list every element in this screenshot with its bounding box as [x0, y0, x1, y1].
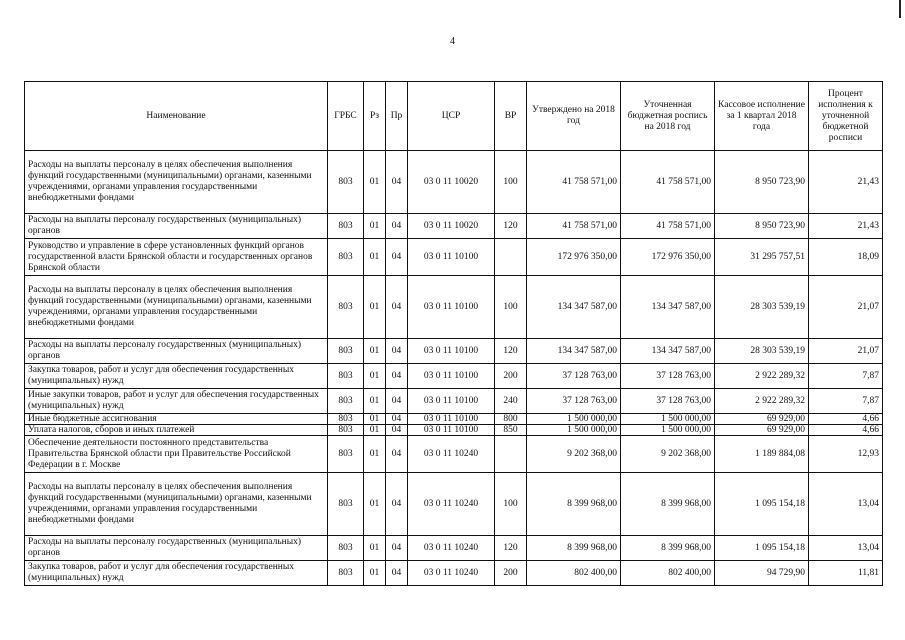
row-approved: 134 347 587,00	[527, 276, 621, 339]
row-vr: 200	[495, 561, 527, 586]
table-row	[25, 214, 883, 239]
table-row	[25, 151, 883, 214]
row-percent: 4,66	[809, 414, 883, 425]
row-approved: 134 347 587,00	[527, 339, 621, 364]
row-pr: 04	[386, 214, 408, 239]
row-pr: 04	[386, 364, 408, 389]
row-refined: 134 347 587,00	[621, 276, 715, 339]
row-refined: 41 758 571,00	[621, 214, 715, 239]
row-rz: 01	[364, 151, 386, 214]
row-refined: 8 399 968,00	[621, 473, 715, 536]
table-row	[25, 436, 883, 473]
table-body	[25, 151, 883, 586]
row-vr: 240	[495, 389, 527, 414]
row-vr: 800	[495, 414, 527, 425]
row-rz: 01	[364, 473, 386, 536]
row-tssr: 03 0 11 10020	[408, 214, 495, 239]
row-approved: 8 399 968,00	[527, 473, 621, 536]
row-vr: 100	[495, 473, 527, 536]
header-refined-budget: Уточненная бюджетная роспись на 2018 год	[621, 82, 715, 151]
row-tssr: 03 0 11 10100	[408, 239, 495, 276]
row-tssr: 03 0 11 10100	[408, 389, 495, 414]
row-vr	[495, 239, 527, 276]
row-percent: 7,87	[809, 364, 883, 389]
row-vr: 120	[495, 536, 527, 561]
row-rz: 01	[364, 389, 386, 414]
header-rz: Рз	[364, 82, 386, 151]
row-name: Расходы на выплаты персоналу в целях обеспечения выполнения функций государственными (муниципальными) органами, казенными учреждениями, органами управления государственными внебюджетными фондами	[25, 276, 328, 339]
row-cash: 69 929,00	[715, 425, 809, 436]
row-percent: 18,09	[809, 239, 883, 276]
row-pr: 04	[386, 536, 408, 561]
row-name: Расходы на выплаты персоналу в целях обеспечения выполнения функций государственными (муниципальными) органами, казенными учреждениями, органами управления государственными внебюджетными фондами	[25, 151, 328, 214]
row-pr: 04	[386, 339, 408, 364]
row-name: Руководство и управление в сфере установленных функций органов государственной власти Брянской области и государственных органов Брянской области	[25, 239, 328, 276]
table-row	[25, 339, 883, 364]
row-vr: 120	[495, 214, 527, 239]
row-rz: 01	[364, 364, 386, 389]
table-row	[25, 536, 883, 561]
row-pr: 04	[386, 389, 408, 414]
row-cash: 1 095 154,18	[715, 473, 809, 536]
row-approved: 1 500 000,00	[527, 425, 621, 436]
row-approved: 8 399 968,00	[527, 536, 621, 561]
row-rz: 01	[364, 214, 386, 239]
header-name: Наименование	[25, 82, 328, 151]
page-number: 4	[450, 36, 455, 47]
header-cash-execution: Кассовое исполнение за 1 квартал 2018 года	[715, 82, 809, 151]
row-rz: 01	[364, 414, 386, 425]
row-grbs: 803	[328, 151, 364, 214]
row-percent: 13,04	[809, 473, 883, 536]
row-grbs: 803	[328, 473, 364, 536]
row-vr: 100	[495, 276, 527, 339]
row-grbs: 803	[328, 389, 364, 414]
row-name: Закупка товаров, работ и услуг для обеспечения государственных (муниципальных) нужд	[25, 364, 328, 389]
header-grbs: ГРБС	[328, 82, 364, 151]
row-percent: 21,07	[809, 339, 883, 364]
row-percent: 7,87	[809, 389, 883, 414]
row-refined: 134 347 587,00	[621, 339, 715, 364]
row-pr: 04	[386, 561, 408, 586]
row-name: Расходы на выплаты персоналу государственных (муниципальных) органов	[25, 339, 328, 364]
table-row	[25, 414, 883, 425]
row-percent: 4,66	[809, 425, 883, 436]
row-rz: 01	[364, 561, 386, 586]
header-pr: Пр	[386, 82, 408, 151]
table-row	[25, 561, 883, 586]
row-cash: 69 929,00	[715, 414, 809, 425]
row-name: Расходы на выплаты персоналу в целях обеспечения выполнения функций государственными (муниципальными) органами, казенными учреждениями, органами управления государственными внебюджетными фондами	[25, 473, 328, 536]
row-pr: 04	[386, 239, 408, 276]
row-cash: 2 922 289,32	[715, 364, 809, 389]
row-tssr: 03 0 11 10100	[408, 339, 495, 364]
row-percent: 11,81	[809, 561, 883, 586]
row-refined: 802 400,00	[621, 561, 715, 586]
row-grbs: 803	[328, 425, 364, 436]
row-cash: 2 922 289,32	[715, 389, 809, 414]
row-cash: 94 729,90	[715, 561, 809, 586]
row-vr: 200	[495, 364, 527, 389]
row-tssr: 03 0 11 10020	[408, 151, 495, 214]
row-refined: 37 128 763,00	[621, 389, 715, 414]
row-vr	[495, 436, 527, 473]
row-tssr: 03 0 11 10100	[408, 364, 495, 389]
row-name: Закупка товаров, работ и услуг для обеспечения государственных (муниципальных) нужд	[25, 561, 328, 586]
row-refined: 172 976 350,00	[621, 239, 715, 276]
row-grbs: 803	[328, 276, 364, 339]
row-cash: 28 303 539,19	[715, 276, 809, 339]
row-name: Уплата налогов, сборов и иных платежей	[25, 425, 328, 436]
header-vr: ВР	[495, 82, 527, 151]
table-row	[25, 276, 883, 339]
row-refined: 1 500 000,00	[621, 425, 715, 436]
row-cash: 31 295 757,51	[715, 239, 809, 276]
row-percent: 21,07	[809, 276, 883, 339]
table-row	[25, 473, 883, 536]
table-header-row	[25, 82, 883, 151]
row-refined: 9 202 368,00	[621, 436, 715, 473]
row-pr: 04	[386, 414, 408, 425]
row-tssr: 03 0 11 10100	[408, 276, 495, 339]
row-name: Расходы на выплаты персоналу государственных (муниципальных) органов	[25, 214, 328, 239]
row-tssr: 03 0 11 10240	[408, 561, 495, 586]
row-percent: 13,04	[809, 536, 883, 561]
row-tssr: 03 0 11 10240	[408, 536, 495, 561]
row-grbs: 803	[328, 561, 364, 586]
table-row	[25, 389, 883, 414]
row-percent: 12,93	[809, 436, 883, 473]
table-row	[25, 425, 883, 436]
row-tssr: 03 0 11 10240	[408, 436, 495, 473]
row-percent: 21,43	[809, 151, 883, 214]
row-cash: 28 303 539,19	[715, 339, 809, 364]
table-row	[25, 364, 883, 389]
row-grbs: 803	[328, 414, 364, 425]
row-rz: 01	[364, 425, 386, 436]
row-name: Иные бюджетные ассигнования	[25, 414, 328, 425]
header-execution-percent: Процент исполнения к уточненной бюджетной росписи	[809, 82, 883, 151]
row-grbs: 803	[328, 436, 364, 473]
row-pr: 04	[386, 425, 408, 436]
row-approved: 9 202 368,00	[527, 436, 621, 473]
header-approved: Утверждено на 2018 год	[527, 82, 621, 151]
row-refined: 41 758 571,00	[621, 151, 715, 214]
row-tssr: 03 0 11 10100	[408, 425, 495, 436]
row-rz: 01	[364, 239, 386, 276]
row-pr: 04	[386, 151, 408, 214]
row-vr: 850	[495, 425, 527, 436]
row-approved: 172 976 350,00	[527, 239, 621, 276]
row-refined: 8 399 968,00	[621, 536, 715, 561]
row-cash: 1 095 154,18	[715, 536, 809, 561]
row-name: Иные закупки товаров, работ и услуг для обеспечения государственных (муниципальных) нужд	[25, 389, 328, 414]
row-rz: 01	[364, 276, 386, 339]
row-approved: 41 758 571,00	[527, 214, 621, 239]
row-cash: 8 950 723,90	[715, 151, 809, 214]
row-approved: 802 400,00	[527, 561, 621, 586]
scan-edge-mark	[899, 0, 901, 18]
row-vr: 100	[495, 151, 527, 214]
row-pr: 04	[386, 473, 408, 536]
row-vr: 120	[495, 339, 527, 364]
row-rz: 01	[364, 536, 386, 561]
row-tssr: 03 0 11 10240	[408, 473, 495, 536]
row-rz: 01	[364, 436, 386, 473]
row-cash: 1 189 884,08	[715, 436, 809, 473]
row-name: Расходы на выплаты персоналу государственных (муниципальных) органов	[25, 536, 328, 561]
row-pr: 04	[386, 436, 408, 473]
row-pr: 04	[386, 276, 408, 339]
row-grbs: 803	[328, 364, 364, 389]
row-percent: 21,43	[809, 214, 883, 239]
budget-execution-table	[24, 81, 883, 586]
row-approved: 1 500 000,00	[527, 414, 621, 425]
row-cash: 8 950 723,90	[715, 214, 809, 239]
row-tssr: 03 0 11 10100	[408, 414, 495, 425]
row-refined: 1 500 000,00	[621, 414, 715, 425]
row-approved: 41 758 571,00	[527, 151, 621, 214]
row-grbs: 803	[328, 214, 364, 239]
row-grbs: 803	[328, 536, 364, 561]
table-row	[25, 239, 883, 276]
row-name: Обеспечение деятельности постоянного представительства Правительства Брянской области при Правительстве Российской Федерации в г. Москве	[25, 436, 328, 473]
row-rz: 01	[364, 339, 386, 364]
row-grbs: 803	[328, 339, 364, 364]
row-approved: 37 128 763,00	[527, 389, 621, 414]
row-approved: 37 128 763,00	[527, 364, 621, 389]
header-tssr: ЦСР	[408, 82, 495, 151]
row-grbs: 803	[328, 239, 364, 276]
row-refined: 37 128 763,00	[621, 364, 715, 389]
